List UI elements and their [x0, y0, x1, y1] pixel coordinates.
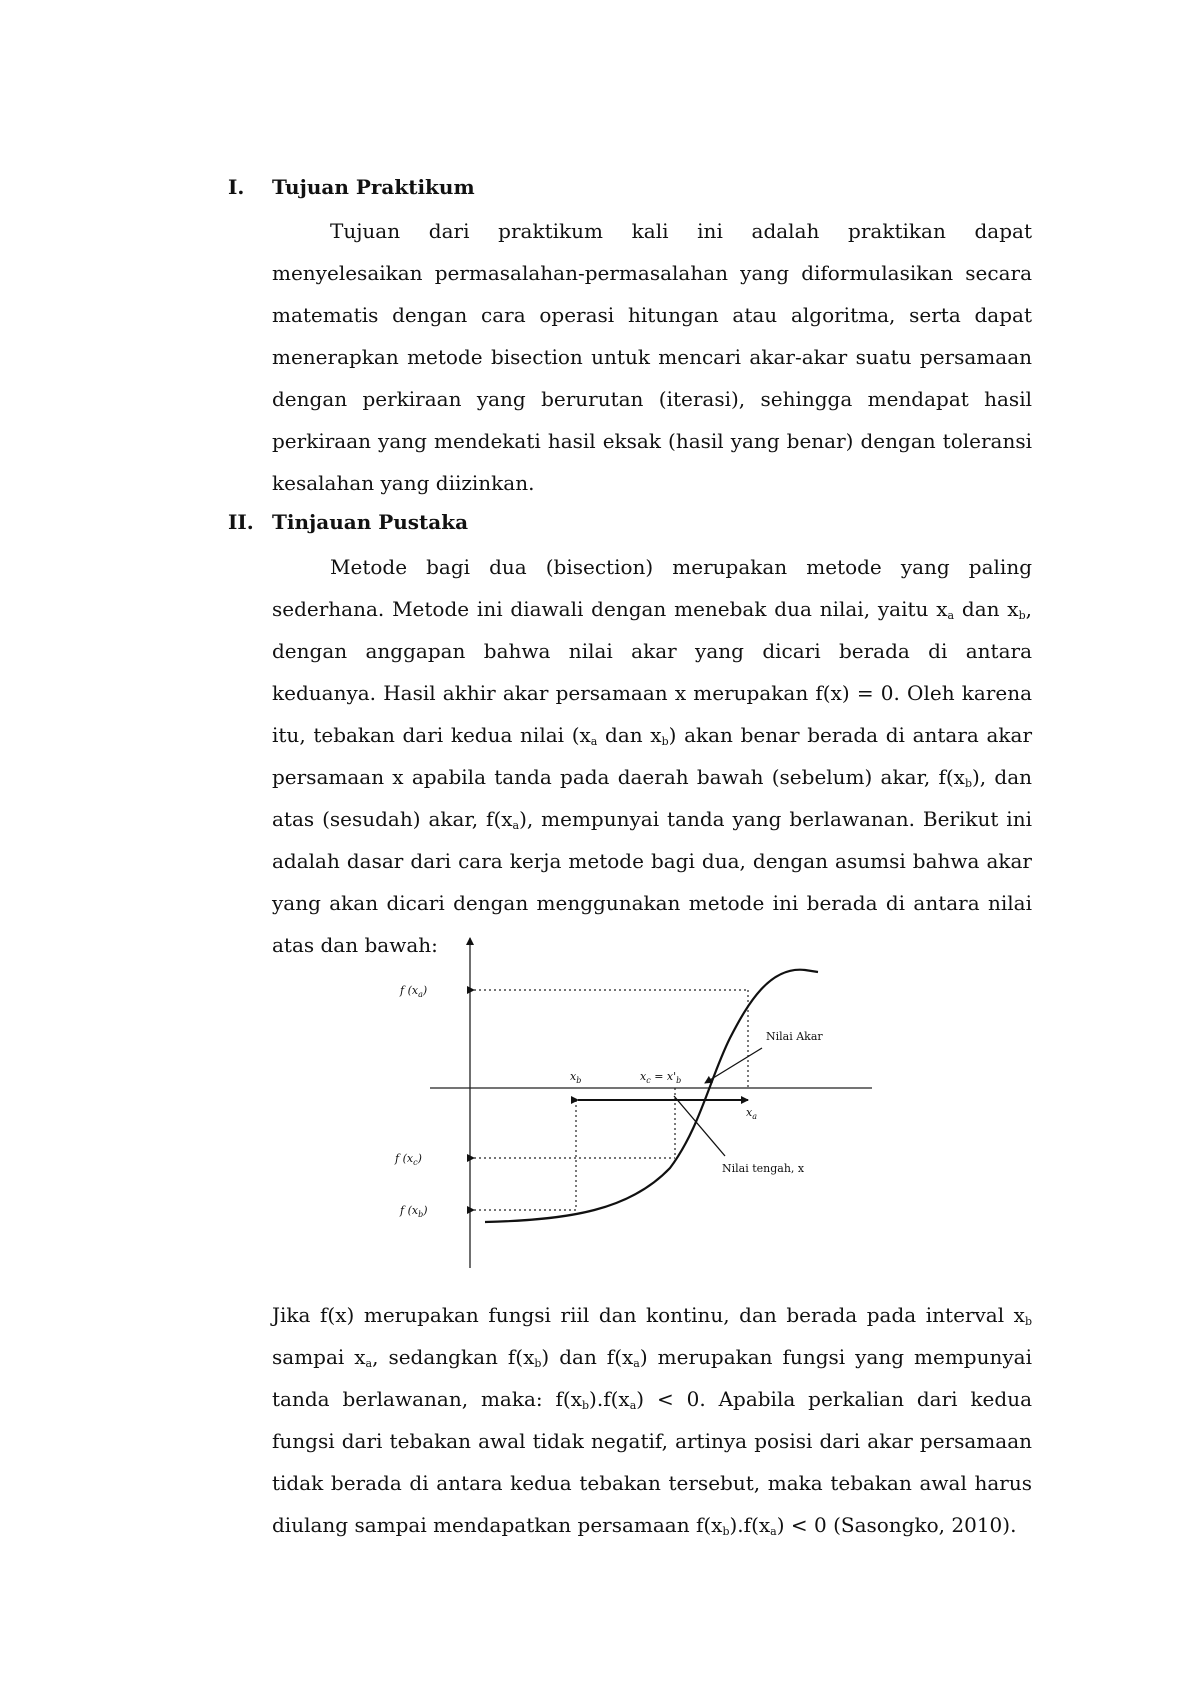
- section-heading-2: [228, 508, 1028, 536]
- bisection-diagram: [395, 928, 880, 1278]
- section-2-paragraph-2: Jika f(x) merupakan fungsi riil dan kontinu, dan berada pada interval $x_b$ sampai $x_a$, sedangkan $f(x_b)$ dan $f(x_a)$ merupakan fungsi yang mempunyai tanda berlawanan, maka: $f(x_b).f(x_a) < 0$. Apabila perkalian dari kedua fungsi dari tebakan awal tidak negatif, artinya posisi dari akar persamaan tidak berada di antara kedua tebakan tersebut, maka tebakan awal harus diulang sampai mendapatkan persamaan $f(x_b).f(x_a) < 0$ (Sasongko, 2010).: [272, 1303, 1033, 1538]
- section-number: II.: [228, 510, 254, 534]
- bisection-figure: [395, 928, 880, 1278]
- section-heading-1: [228, 173, 1028, 201]
- nilai-akar-pointer: [705, 1048, 762, 1083]
- section-2-paragraph-1: Metode bagi dua (bisection) merupakan metode yang paling sederhana. Metode ini diawali dengan menebak dua nilai, yaitu $x_a$ dan $x_b$, dengan anggapan bahwa nilai akar yang dicari berada di antara keduanya. Hasil akhir akar persamaan x merupakan f(x) = 0. Oleh karena itu, tebakan dari kedua nilai ($x_a$ dan $x_b$) akan benar berada di antara akar persamaan x apabila tanda pada daerah bawah (sebelum) akar, $f(x_b)$, dan atas (sesudah) akar, $f(x_a)$, mempunyai tanda yang berlawanan. Berikut ini adalah dasar dari cara kerja metode bagi dua, dengan asumsi bahwa akar yang akan dicari dengan menggunakan metode ini berada di antara nilai atas dan bawah:: [272, 555, 1033, 957]
- label-xc-equals: $x_c = x'_b$: [640, 1070, 682, 1085]
- function-curve: [485, 970, 818, 1222]
- label-nilai-tengah: Nilai tengah, x: [722, 1162, 805, 1175]
- section-number: I.: [228, 175, 245, 199]
- section-title: Tujuan Praktikum: [272, 175, 475, 199]
- label-xb: $x_b$: [570, 1070, 582, 1085]
- section-title: Tinjauan Pustaka: [272, 510, 469, 534]
- label-fxc: f $(x_c)$: [395, 1152, 422, 1167]
- section-1-paragraph: Tujuan dari praktikum kali ini adalah praktikan dapat menyelesaikan permasalahan-permasalahan yang diformulasikan secara matematis dengan cara operasi hitungan atau algoritma, serta dapat menerapkan metode bisection untuk mencari akar-akar suatu persamaan dengan perkiraan yang berurutan (iterasi), sehingga mendapat hasil perkiraan yang mendekati hasil eksak (hasil yang benar) dengan toleransi kesalahan yang diizinkan.: [272, 219, 1032, 495]
- label-xa: $x_a$: [746, 1106, 757, 1121]
- label-nilai-akar: Nilai Akar: [766, 1030, 823, 1043]
- label-fxa: f $(x_a)$: [400, 984, 428, 999]
- label-fxb: f $(x_b)$: [400, 1204, 428, 1219]
- nilai-tengah-pointer: [674, 1096, 725, 1156]
